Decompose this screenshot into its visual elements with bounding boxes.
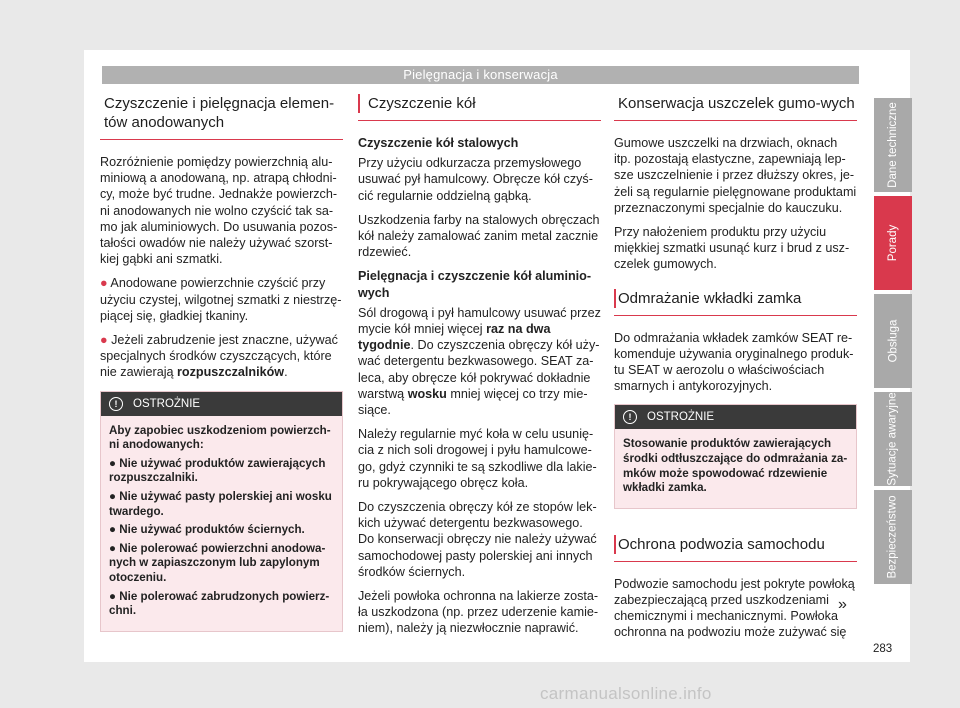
caution-intro: Aby zapobiec uszkodzeniom powierzch-ni anodowanych: — [109, 423, 331, 452]
subheading: Czyszczenie kół stalowych — [358, 136, 519, 150]
caution-item: ● Nie polerować zabrudzonych powierz-chni. — [109, 589, 330, 618]
heading-anodized: Czyszczenie i pielęgnacja elemen-tów anodowanych — [104, 95, 335, 131]
paragraph: Gumowe uszczelki na drzwiach, oknach itp. pozostają elastyczne, zapewniają lep-sze uszczelnienie i przez dłuższy okres, je-żeli są regularnie pielęgnowane produktami przeznaczonymi specjalnie do kauczuku. — [614, 136, 857, 215]
caution-item: ● Nie używać pasty polerskiej ani wosku twardego. — [109, 490, 332, 518]
heading-wheels: Czyszczenie kół — [358, 94, 601, 113]
paragraph: Do odmrażania wkładek zamków SEAT re-komenduje używania oryginalnego produk-tu SEAT w aerozolu o właściwościach smarnych i antykorozyjnych. — [614, 330, 854, 394]
tab-bezpieczenstwo[interactable]: Bezpieczeństwo — [874, 490, 912, 584]
page-number: 283 — [873, 643, 893, 655]
caution-icon: ! — [109, 397, 123, 411]
paragraph: Jeżeli powłoka ochronna na lakierze zosta-ła uszkodzona (np. przez uderzenie kamie-niem), należy ją niezwłocznie naprawić. — [358, 589, 599, 636]
caution-title: OSTROŻNIE — [133, 397, 201, 410]
paragraph: Uszkodzenia farby na stalowych obręczach kół należy zamalować zanim metal zacznie rdzewieć. — [358, 212, 600, 260]
caution-box — [614, 404, 857, 508]
tab-sytuacje-awaryjne[interactable]: Sytuacje awaryjne — [874, 392, 912, 486]
page-header: Pielęgnacja i konserwacja — [102, 66, 859, 84]
paragraph: Podwozie samochodu jest pokryte powłoką zabezpieczającą przed uszkodzeniami chemicznymi i mechanicznymi. Powłoka ochronna na podwoziu może zużywać się — [614, 576, 855, 640]
heading-seals: Konserwacja uszczelek gumo-wych — [618, 95, 855, 112]
section-heading — [614, 94, 857, 121]
column-seals — [614, 94, 857, 649]
paragraph: Rozróżnienie pomiędzy powierzchnią alu-miniową a anodowaną, np. atrapą chłodni-cy, może być trudne. Jednakże powierzch-ni anodowanych nie wolno czyścić tak sa-mo jak aluminiowych. Do usuwania pozos-tałości owadów nie należy używać szorst-kiej gąbki ani szmatki. — [100, 155, 338, 267]
caution-item: ● Nie używać produktów ściernych. — [109, 523, 305, 537]
tab-dane-techniczne[interactable]: Dane techniczne — [874, 98, 912, 192]
caution-item: ● Nie polerować powierzchni anodowa-nych w zapiaszczonym lub zapylonym otoczeniu. — [109, 541, 326, 584]
section-heading — [614, 289, 857, 316]
bullet-icon: ● — [100, 276, 108, 291]
paragraph: Do czyszczenia obręczy kół ze stopów lek-kich używać detergentu bezkwasowego. Do konserwacji obręczy nie należy używać samochodowej pasty polerskiej ani innych środków ściernych. — [358, 500, 597, 579]
caution-title: OSTROŻNIE — [647, 411, 715, 424]
bullet-item: ● Jeżeli zabrudzenie jest znaczne, używać specjalnych środków czyszczących, które nie zawierają rozpuszczalników. — [100, 333, 338, 380]
section-heading — [358, 94, 601, 121]
paragraph: Należy regularnie myć koła w celu usunię-cia z nich soli drogowej i pyłu hamulcowe-go, gdyż czynniki te są szkodliwe dla lakie-ru pokrywającego obręcz koła. — [358, 427, 597, 490]
tab-porady[interactable]: Porady — [874, 196, 912, 290]
continue-arrow-icon: » — [838, 596, 847, 613]
caution-box — [100, 391, 343, 632]
tab-obsluga[interactable]: Obsługa — [874, 294, 912, 388]
column-anodized — [100, 94, 343, 632]
paragraph: Przy użyciu odkurzacza przemysłowego usuwać pył hamulcowy. Obręcze kół czyś-cić regularnie oddzielną gąbką. — [358, 156, 593, 203]
bullet-item: ● Anodowane powierzchnie czyścić przy użyciu czystej, wilgotnej szmatki z niestrzę-piącej się, gładkiej tkaniny. — [100, 276, 342, 323]
column-wheels — [358, 94, 601, 645]
caution-item: ● Nie używać produktów zawierających rozpuszczalniki. — [109, 456, 326, 485]
caution-icon: ! — [623, 410, 637, 424]
caution-header — [615, 405, 856, 429]
section-heading — [614, 535, 857, 562]
caution-header — [101, 392, 342, 416]
caution-body — [101, 416, 342, 631]
caution-text: Stosowanie produktów zawierających środki odtłuszczające do odmrażania za-mków może spowodować rdzewienie wkładki zamka. — [623, 437, 848, 495]
bullet-icon: ● — [100, 333, 108, 348]
caution-body — [615, 429, 856, 507]
section-heading — [100, 94, 343, 140]
paragraph: Sól drogową i pył hamulcowy usuwać przez mycie kół mniej więcej raz na dwa tygodnie. Do czyszczenia obręczy kół uży-wać detergentu bezkwasowego. SEAT za-leca, aby obręcze kół pokrywać dokładnie warstwą wosku mniej więcej co trzy mie-siące. — [358, 305, 601, 418]
paragraph: Przy nałożeniem produktu przy użyciu miękkiej szmatki usunąć kurz i brud z usz-czelek gumowych. — [614, 225, 850, 272]
watermark: carmanualsonline.info — [540, 684, 712, 703]
heading-underbody: Ochrona podwozia samochodu — [614, 535, 857, 554]
subheading: Pielęgnacja i czyszczenie kół aluminio-wych — [358, 269, 592, 300]
heading-lock-deicing: Odmrażanie wkładki zamka — [614, 289, 857, 308]
